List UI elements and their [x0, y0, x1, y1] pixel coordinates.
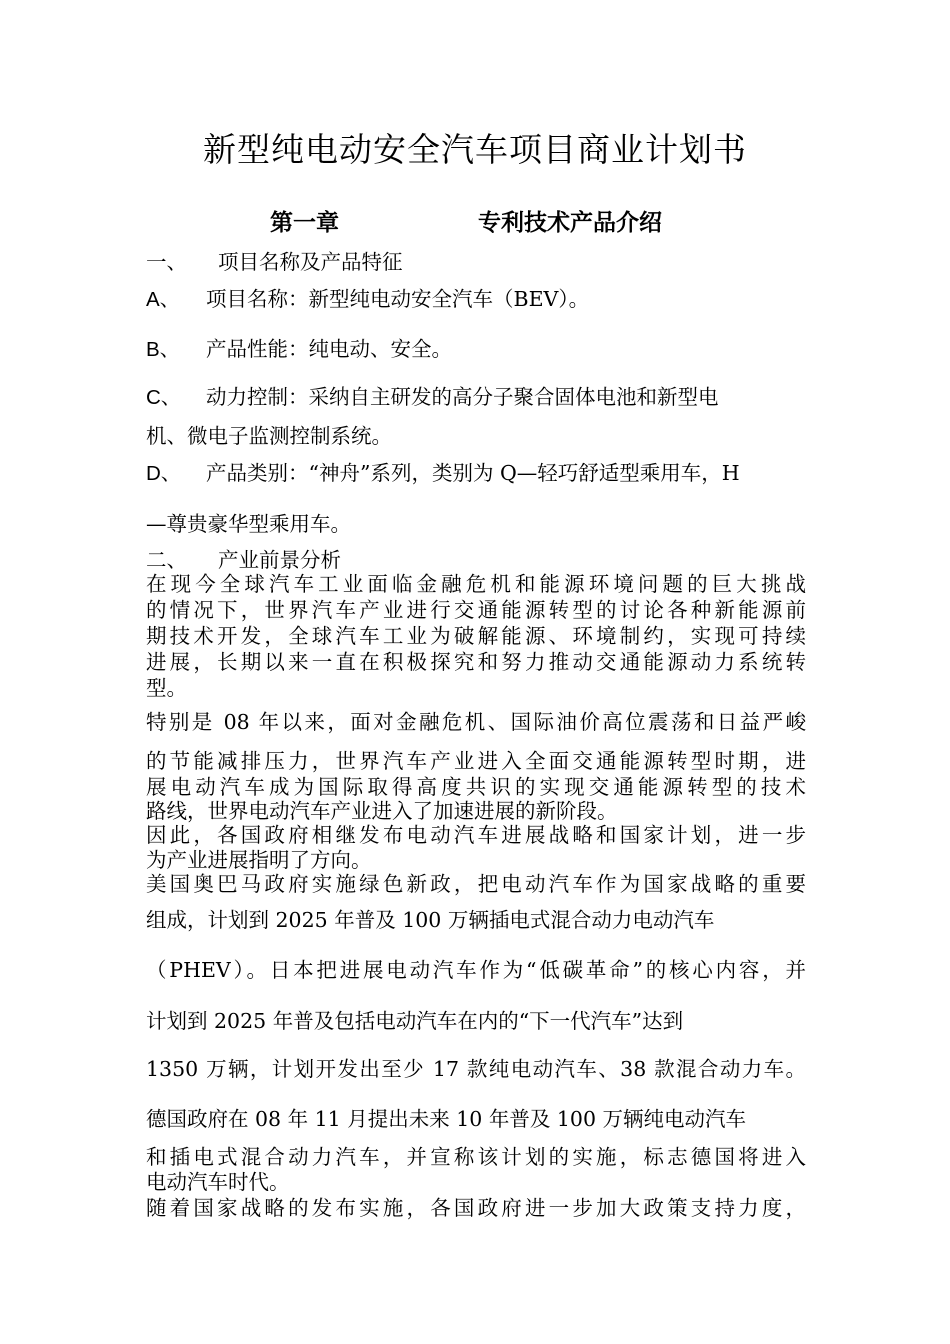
paragraph-line: 的节能减排压力，世界汽车产业进入全面交通能源转型时期，进 — [146, 749, 806, 773]
paragraph-line: 展电动汽车成为国际取得高度共识的实现交通能源转型的技术 — [146, 775, 806, 799]
chapter-name: 专利技术产品介绍 — [478, 209, 662, 236]
paragraph-line: 路线，世界电动汽车产业进入了加速进展的新阶段。 — [146, 799, 618, 823]
item-continuation: 机、微电子监测控制系统。 — [146, 424, 392, 448]
paragraph-line: 和插电式混合动力汽车，并宣称该计划的实施，标志德国将进入 — [146, 1145, 806, 1169]
paragraph-line: 德国政府在 08 年 11 月提出未来 10 年普及 100 万辆纯电动汽车 — [146, 1107, 747, 1131]
item-marker: D、 — [146, 462, 182, 485]
paragraph-line: 组成，计划到 2025 年普及 100 万辆插电式混合动力电动汽车 — [146, 908, 715, 932]
item-text: 动力控制：采纳自主研发的高分子聚合固体电池和新型电 — [206, 385, 719, 409]
item-continuation: —尊贵豪华型乘用车。 — [146, 512, 351, 536]
paragraph-line: 在现今全球汽车工业面临金融危机和能源环境问题的巨大挑战 — [146, 572, 806, 596]
item-text: 产品类别：“神舟”系列，类别为 Q—轻巧舒适型乘用车，H — [206, 461, 740, 485]
section-heading-text: 项目名称及产品特征 — [218, 250, 403, 274]
section-marker: 一、 — [146, 250, 187, 274]
item-marker: B、 — [146, 338, 181, 361]
paragraph-line: （PHEV）。日本把进展电动汽车作为“低碳革命”的核心内容，并 — [146, 958, 806, 982]
paragraph-line: 因此，各国政府相继发布电动汽车进展战略和国家计划，进一步 — [146, 823, 806, 847]
section-heading-text: 产业前景分析 — [218, 548, 341, 572]
paragraph-line: 电动汽车时代。 — [146, 1170, 290, 1194]
item-marker: C、 — [146, 386, 182, 409]
paragraph-line: 1350 万辆，计划开发出至少 17 款纯电动汽车、38 款混合动力车。 — [146, 1057, 806, 1081]
paragraph-line: 期技术开发，全球汽车工业为破解能源、环境制约，实现可持续 — [146, 624, 806, 648]
paragraph-line: 型。 — [146, 676, 187, 700]
list-item — [146, 335, 452, 364]
paragraph-line: 为产业进展指明了方向。 — [146, 848, 372, 872]
section-marker: 二、 — [146, 548, 187, 572]
paragraph-line: 的情况下，世界汽车产业进行交通能源转型的讨论各种新能源前 — [146, 598, 806, 622]
list-item — [146, 285, 589, 314]
chapter-number: 第一章 — [270, 209, 339, 236]
item-text: 产品性能：纯电动、安全。 — [206, 337, 452, 361]
paragraph-line: 计划到 2025 年普及包括电动汽车在内的“下一代汽车”达到 — [146, 1009, 684, 1033]
paragraph-line: 特别是 08 年以来，面对金融危机、国际油价高位震荡和日益严峻 — [146, 710, 806, 734]
paragraph-line: 进展，长期以来一直在积极探究和努力推动交通能源动力系统转 — [146, 650, 806, 674]
paragraph-line: 美国奥巴马政府实施绿色新政，把电动汽车作为国家战略的重要 — [146, 872, 806, 896]
list-item — [146, 383, 719, 412]
document-title: 新型纯电动安全汽车项目商业计划书 — [203, 130, 747, 169]
paragraph-line: 随着国家战略的发布实施，各国政府进一步加大政策支持力度， — [146, 1196, 806, 1220]
item-marker: A、 — [146, 288, 181, 311]
section-heading — [146, 248, 403, 276]
item-text: 项目名称：新型纯电动安全汽车（BEV）。 — [206, 287, 590, 311]
list-item — [146, 459, 740, 488]
